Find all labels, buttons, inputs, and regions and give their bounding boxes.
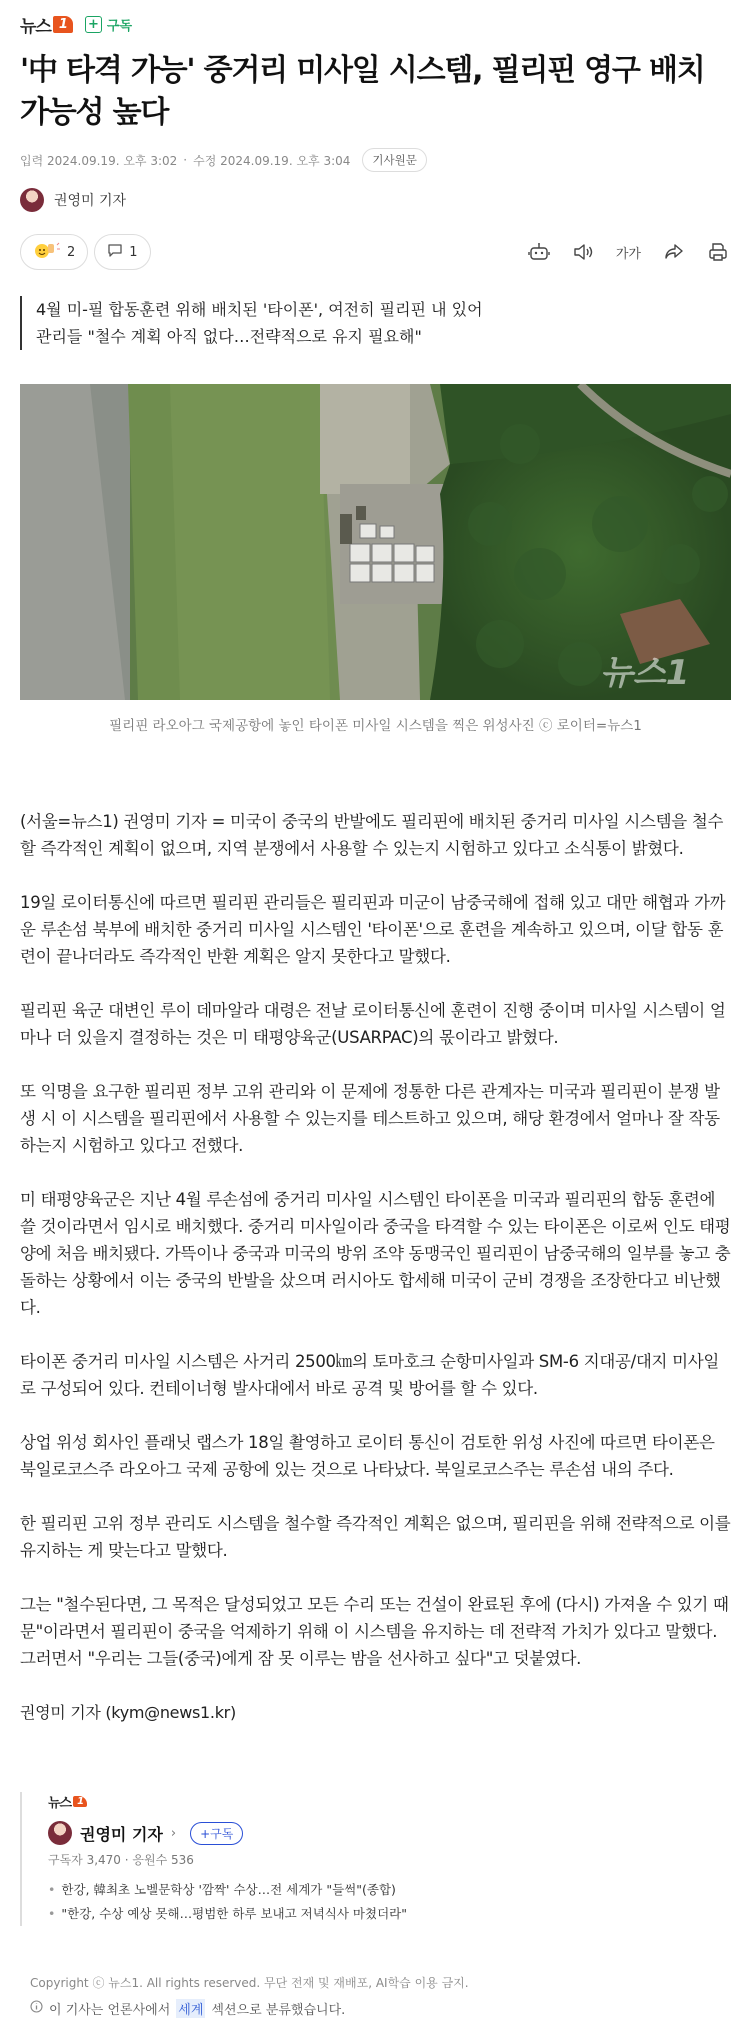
input-time: 입력 2024.09.19. 오후 3:02 bbox=[20, 153, 178, 168]
reaction-count: 2 bbox=[67, 244, 76, 260]
reaction-button[interactable] bbox=[20, 234, 88, 270]
article-toolbar bbox=[20, 234, 731, 270]
plus-icon: + bbox=[85, 16, 102, 33]
article-paragraph: 미 태평양육군은 지난 4월 루손섬에 중거리 미사일 시스템인 타이폰을 미국과 필리핀의 합동 훈련에 쓸 것이라면서 임시로 배치했다. 중거리 미사일이라 중국을 타격할 수 있는 타이폰은 이로써 인도 태평양에 처음 배치됐다. 가뜩이나 중국과 미국의 방위 조약 동맹국인 필리핀이 남중국해의 일부를 놓고 충돌하는 상황에서 이는 중국의 반발을 샀으며 러시아도 합세해 미국이 군비 경쟁을 조장한다고 비난했다. bbox=[20, 1190, 731, 1317]
card-press-badge: 1 bbox=[73, 1796, 87, 1807]
font-size-button[interactable]: 가가 bbox=[615, 246, 641, 262]
press-logo[interactable] bbox=[20, 12, 73, 37]
press-name: 뉴스 bbox=[20, 16, 51, 37]
comment-count: 1 bbox=[129, 244, 138, 260]
related-article-link[interactable]: • 한강, 韓최초 노벨문학상 '깜짝' 수상…전 세계가 "들썩"(종합) bbox=[48, 1878, 731, 1902]
related-articles bbox=[48, 1878, 731, 1926]
article-paragraph: 19일 로이터통신에 따르면 필리핀 관리들은 필리핀과 미군이 남중국해에 접해 있고 대만 해협과 가까운 루손섬 북부에 배치한 중거리 미사일 시스템인 '타이폰'으로 훈련을 계속하고 있으며, 이달 합동 훈련이 끝나더라도 즉각적인 반환 계획은 알지 못한다고 말했다. bbox=[20, 893, 726, 966]
print-icon[interactable] bbox=[707, 241, 729, 263]
article-paragraph: 그는 "철수된다면, 그 목적은 달성되었고 모든 수리 또는 건설이 완료된 후에 (다시) 가져올 수 있기 때문"이라면서 필리핀이 중국을 억제하기 위해 이 시스템을 유지하는 데 전략적 가치가 있다고 말했다. 그러면서 "우리는 그들(중국)에게 잠 못 이루는 밤을 선사하고 싶다"고 덧붙였다. bbox=[20, 1595, 729, 1668]
subscribe-button[interactable] bbox=[85, 15, 132, 34]
share-icon[interactable] bbox=[663, 241, 685, 263]
section-link[interactable]: 세계 bbox=[176, 1999, 205, 2018]
copyright-text: Copyright ⓒ 뉴스1. All rights reserved. 무단 전재 및 재배포, AI학습 이용 금지. bbox=[30, 1976, 469, 1990]
card-press-name: 뉴스 bbox=[48, 1796, 72, 1811]
press-badge: 1 bbox=[53, 16, 73, 33]
modify-time: 수정 2024.09.19. 오후 3:04 bbox=[193, 153, 351, 168]
info-icon bbox=[30, 2000, 43, 2017]
article-paragraph: 한 필리핀 고위 정부 관리도 시스템을 철수할 즉각적인 계획은 없으며, 필리핀을 위해 전략적으로 이를 유지하는 게 맞는다고 말했다. bbox=[20, 1514, 731, 1560]
reporter-card bbox=[20, 1792, 731, 1926]
article-meta bbox=[20, 148, 731, 172]
article-title: '中 타격 가능' 중거리 미사일 시스템, 필리핀 영구 배치 가능성 높다 bbox=[20, 53, 705, 130]
article-footer bbox=[20, 1974, 731, 2018]
chevron-right-icon: › bbox=[170, 1825, 177, 1841]
card-press-logo[interactable] bbox=[48, 1792, 731, 1811]
reaction-emoji-icon bbox=[33, 241, 61, 263]
reporter-name: 권영미 기자 bbox=[54, 193, 127, 209]
original-article-button[interactable]: 기사원문 bbox=[362, 148, 426, 172]
header bbox=[20, 0, 731, 48]
section-note-suffix: 섹션으로 분류했습니다. bbox=[211, 2003, 346, 2018]
section-note-prefix: 이 기사는 언론사에서 bbox=[49, 2003, 171, 2018]
comment-icon bbox=[107, 242, 123, 262]
photo-caption: 필리핀 라오아그 국제공항에 놓인 타이폰 미사일 시스템을 찍은 위성사진 ⓒ 로이터=뉴스1 bbox=[109, 718, 642, 734]
summary-line: 4월 미-필 합동훈련 위해 배치된 '타이폰', 여전히 필리핀 내 있어 bbox=[36, 300, 483, 319]
article-body bbox=[20, 808, 731, 1726]
photo-watermark: 뉴스1 bbox=[600, 653, 690, 693]
article-byline: 권영미 기자 (kym@news1.kr) bbox=[20, 1703, 236, 1722]
card-avatar[interactable] bbox=[48, 1821, 72, 1845]
satellite-photo[interactable] bbox=[20, 384, 731, 700]
summary-line: 관리들 "철수 계획 아직 없다…전략적으로 유지 필요해" bbox=[36, 327, 422, 346]
card-reporter-name[interactable]: 권영미 기자 bbox=[80, 1824, 163, 1844]
avatar bbox=[20, 188, 44, 212]
article-paragraph: 상업 위성 회사인 플래닛 랩스가 18일 촬영하고 로이터 통신이 검토한 위성 사진에 따르면 타이폰은 북일로코스주 라오아그 국제 공항에 있는 것으로 나타났다. 북일로코스주는 루손섬 내의 주다. bbox=[20, 1433, 715, 1479]
subscribe-label: 구독 bbox=[106, 18, 133, 34]
card-stats: 구독자 3,470 · 응원수 536 bbox=[48, 1853, 194, 1867]
article-paragraph: 타이폰 중거리 미사일 시스템은 사거리 2500㎞의 토마호크 순항미사일과 SM-6 지대공/대지 미사일로 구성되어 있다. 컨테이너형 발사대에서 바로 공격 및 방어를 할 수 있다. bbox=[20, 1352, 720, 1398]
article-paragraph: (서울=뉴스1) 권영미 기자 = 미국이 중국의 반발에도 필리핀에 배치된 중거리 미사일 시스템을 철수할 즉각적인 계획이 없으며, 지역 분쟁에서 사용할 수 있는지 시험하고 있다고 소식통이 밝혔다. bbox=[20, 812, 724, 858]
satellite-image bbox=[20, 384, 731, 700]
comment-button[interactable] bbox=[94, 234, 150, 270]
reporter-info[interactable] bbox=[20, 188, 731, 212]
speaker-icon[interactable] bbox=[572, 241, 594, 263]
related-article-link[interactable]: • "한강, 수상 예상 못해…평범한 하루 보내고 저녁식사 마쳤더라" bbox=[48, 1902, 731, 1926]
robot-summary-icon[interactable] bbox=[528, 241, 550, 263]
article-paragraph: 또 익명을 요구한 필리핀 정부 고위 관리와 이 문제에 정통한 다른 관계자는 미국과 필리핀이 분쟁 발생 시 이 시스템을 필리핀에서 사용할 수 있는지를 테스트하고 있으며, 해당 환경에서 얼마나 잘 작동하는지 시험하고 있다고 전했다. bbox=[20, 1082, 720, 1155]
article-summary bbox=[20, 296, 731, 350]
meta-divider: · bbox=[183, 153, 188, 167]
card-subscribe-button[interactable]: +구독 bbox=[190, 1822, 243, 1845]
article-paragraph: 필리핀 육군 대변인 루이 데마알라 대령은 전날 로이터통신에 훈련이 진행 중이며 미사일 시스템이 얼마나 더 있을지 결정하는 것은 미 태평양육군(USARPAC)의 몫이라고 밝혔다. bbox=[20, 1001, 726, 1047]
